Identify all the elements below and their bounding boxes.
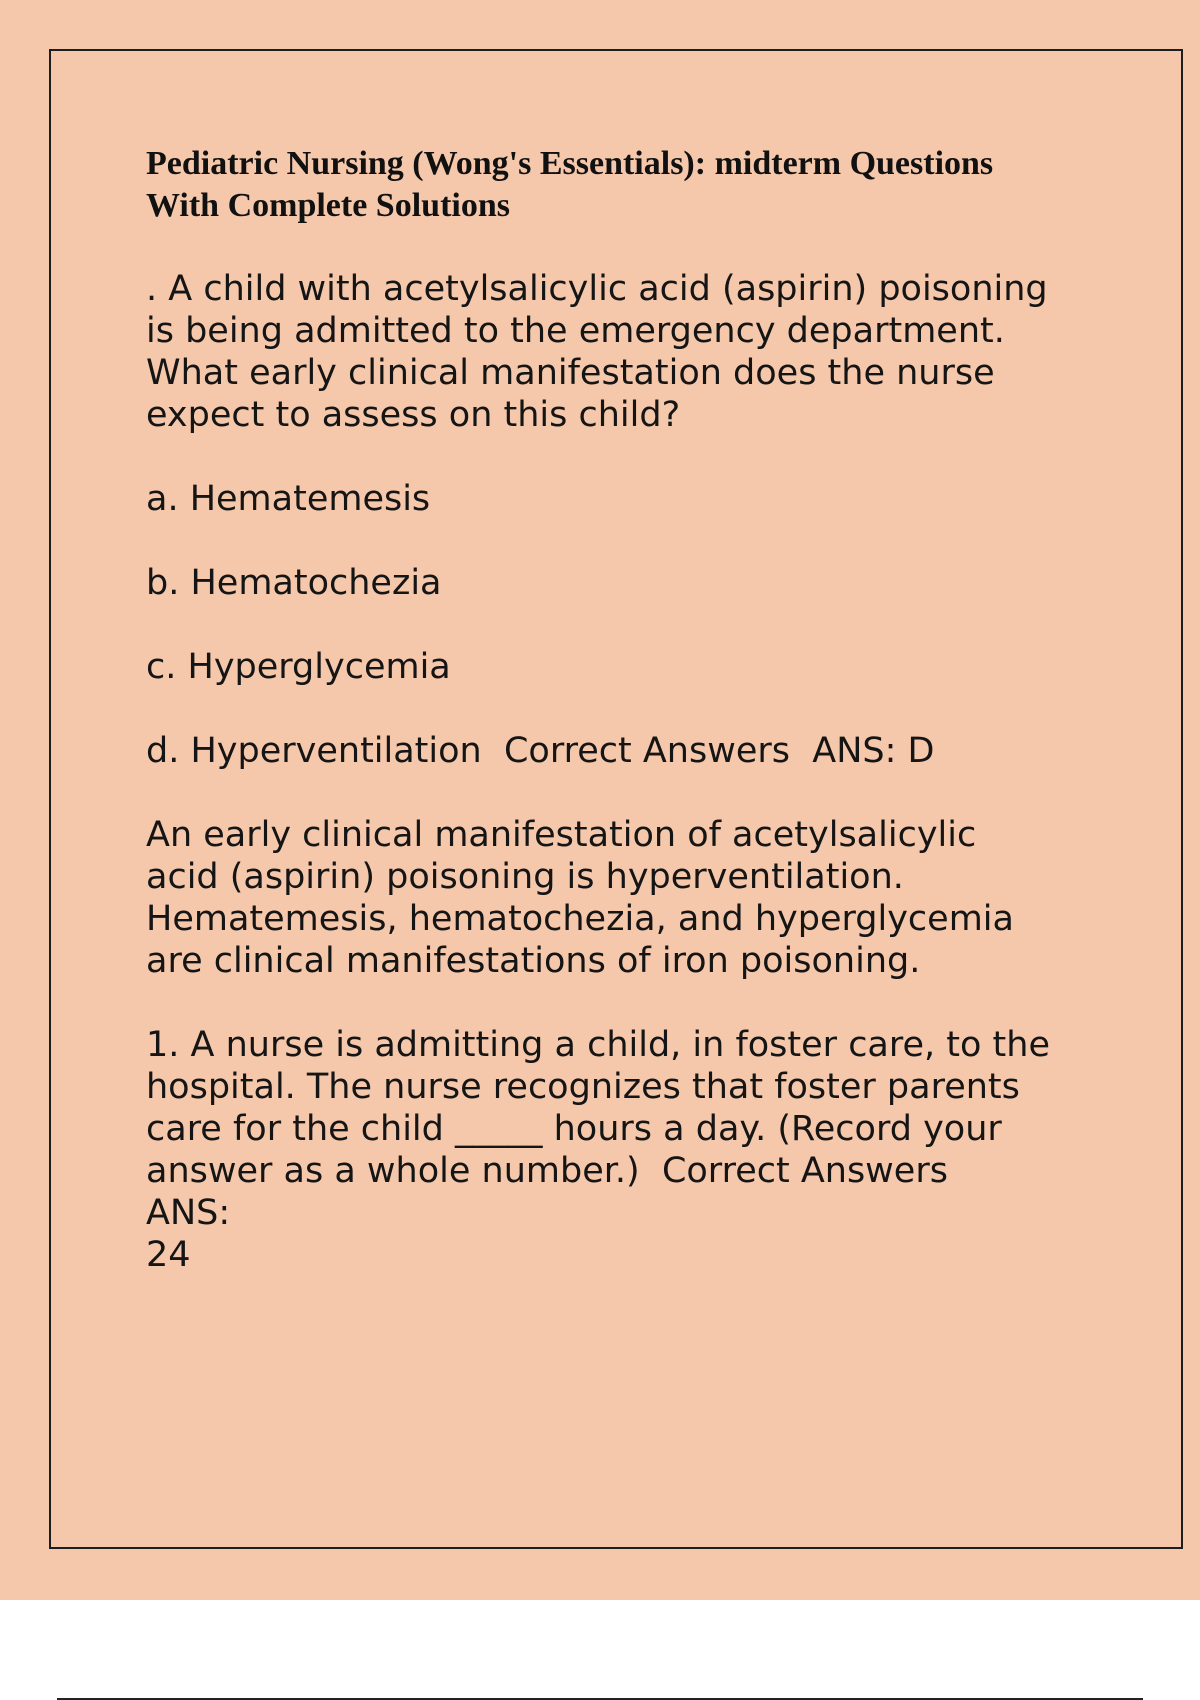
text-line: is being admitted to the emergency department. bbox=[146, 311, 1005, 351]
answer-option-a: a. Hematemesis bbox=[146, 479, 431, 519]
answer-value: 24 bbox=[146, 1235, 191, 1275]
answer-option-c: c. Hyperglycemia bbox=[146, 647, 451, 687]
text-line: What early clinical manifestation does the nurse bbox=[146, 353, 995, 393]
text-line: acid (aspirin) poisoning is hyperventilation. bbox=[146, 857, 904, 897]
answer-option-d: d. Hyperventilation Correct Answers ANS: D bbox=[146, 731, 935, 771]
question-2 bbox=[146, 1024, 1106, 1276]
text-line: answer as a whole number.) Correct Answers bbox=[146, 1151, 948, 1191]
text-line: expect to assess on this child? bbox=[146, 395, 681, 435]
title-line: With Complete Solutions bbox=[146, 187, 510, 224]
text-line: . A child with acetylsalicylic acid (aspirin) poisoning bbox=[146, 269, 1048, 309]
document-title bbox=[146, 143, 1106, 227]
answer-option-b: b. Hematochezia bbox=[146, 563, 442, 603]
text-line: are clinical manifestations of iron poisoning. bbox=[146, 941, 921, 981]
question-1-stem bbox=[146, 268, 1106, 436]
text-line: 1. A nurse is admitting a child, in foster care, to the bbox=[146, 1025, 1050, 1065]
question-1-rationale bbox=[146, 814, 1106, 982]
text-line: Hematemesis, hematochezia, and hyperglycemia bbox=[146, 899, 1014, 939]
text-line: care for the child _____ hours a day. (Record your bbox=[146, 1109, 1002, 1149]
title-line: Pediatric Nursing (Wong's Essentials): midterm Questions bbox=[146, 145, 994, 182]
text-line: hospital. The nurse recognizes that foster parents bbox=[146, 1067, 1020, 1107]
answer-label: ANS: bbox=[146, 1193, 231, 1233]
text-line: An early clinical manifestation of acetylsalicylic bbox=[146, 815, 977, 855]
document-body bbox=[146, 268, 1106, 1318]
